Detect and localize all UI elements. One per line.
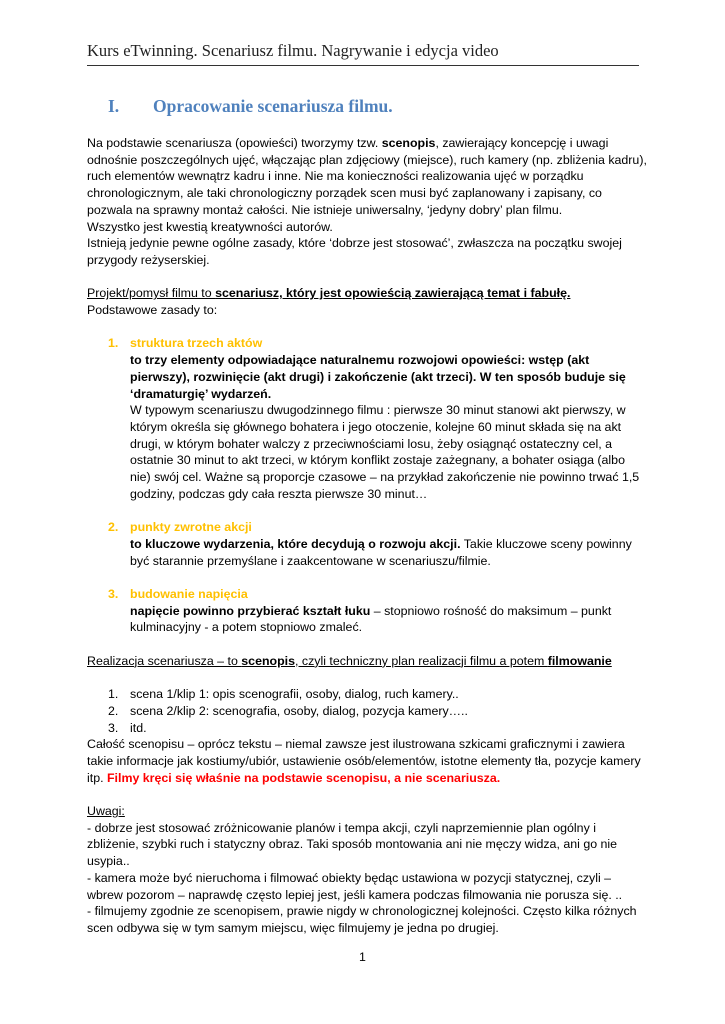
principle-title: struktura trzech aktów	[130, 336, 263, 351]
intro-text: Na podstawie scenariusza (opowieści) tworzymy tzw.	[87, 136, 382, 150]
principle-number: 2.	[108, 520, 119, 535]
principle-title: punkty zwrotne akcji	[130, 520, 252, 535]
project-text: Projekt/pomysł filmu to	[87, 286, 216, 301]
realization-line	[87, 653, 647, 670]
realization-term-2: filmowanie	[547, 653, 612, 668]
principle-text: W typowym scenariuszu dwugodzinnego filmu : pierwsze 30 minut stanowi akt pierwszy, w którym określa się głównego bohatera i jego otoczenie, kolejne 60 minut składa się na akt drugi, w którym bohater walczy z przeciwnościami losu, żeby osiągnąć ostateczny cel, a ostatnie 30 minut to akt trzeci, w którym konflikt zostaje zażegnany, a bohater osiąga (albo nie) swój cel. Ważne są proporcje czasowe – na przykład zakończenie nie powinno trwać 1,5 godziny, podczas gdy cała reszta pierwsze 30 minut…	[130, 403, 640, 501]
intro-paragraph-2: Wszystko jest kwestią kreatywności autorów.	[87, 219, 333, 234]
project-line	[87, 285, 647, 302]
principle-item	[87, 586, 647, 636]
intro-term: scenopis	[381, 136, 436, 150]
scenes-list	[87, 686, 647, 736]
scene-text: scena 1/klip 1: opis scenografii, osoby, dialog, ruch kamery..	[130, 687, 459, 702]
principle-text: – stopniowo rośność do maksimum – punkt kulminacyjny - a potem stopniowo zmaleć.	[130, 603, 612, 635]
intro-paragraph-3: Istnieją jedynie pewne ogólne zasady, które ‘dobrze jest stosować’, zwłaszcza na początku swojej przygody reżyserskiej.	[87, 236, 622, 267]
principle-body	[130, 536, 647, 569]
section-heading	[108, 96, 628, 117]
rules-label: Podstawowe zasady to:	[87, 303, 218, 318]
realization-text: Realizacja scenariusza – to	[87, 653, 242, 668]
scene-item	[87, 720, 647, 737]
principle-text: Takie kluczowe sceny powinny być starannie przemyślane i zaakcentowane w scenariuszu/filmie.	[130, 536, 632, 568]
storyboard-emphasis: Filmy kręci się właśnie na podstawie scenopisu, a nie scenariusza.	[106, 770, 501, 785]
storyboard-text: Całość scenopisu – oprócz tekstu – niemal zawsze jest ilustrowana szkicami graficznymi i zawiera takie informacje jak kostiumy/ubiór, ustawienie osób/elementów, istotne elementy tła, pozycje kamery itp.	[87, 737, 641, 785]
note-item: - dobrze jest stosować zróżnicowanie planów i tempa akcji, czyli naprzemiennie plan ogólny i zbliżenie, szybki ruch i statyczny obraz. Taki sposób montowania ani nie męczy widza, ani go nie usypia..	[87, 820, 618, 869]
scene-item	[87, 686, 647, 703]
principle-bold: napięcie powinno przybierać kształt łuku	[130, 603, 371, 618]
scene-number: 2.	[108, 703, 119, 718]
section-title: Opracowanie scenariusza filmu.	[153, 96, 393, 116]
scene-number: 1.	[108, 687, 119, 702]
principle-bold: to trzy elementy odpowiadające naturalnemu rozwojowi opowieści: wstęp (akt pierwszy), rozwinięcie (akt drugi) i zakończenie (akt trzeci). W ten sposób buduje się ‘dramaturgię’ wydarzeń.	[130, 353, 626, 401]
principles-list	[87, 335, 647, 636]
storyboard-paragraph	[87, 736, 647, 786]
principle-number: 3.	[108, 586, 119, 601]
scene-text: itd.	[130, 720, 147, 735]
document-body	[87, 135, 647, 937]
list-spacer	[87, 569, 647, 586]
section-number: I.	[108, 96, 120, 116]
principle-body	[130, 603, 647, 636]
principle-item	[87, 335, 647, 502]
principle-number: 1.	[108, 336, 119, 351]
page-number: 1	[359, 950, 366, 964]
note-item: - filmujemy zgodnie ze scenopisem, prawie nigdy w chronologicznej kolejności. Często kilka różnych scen odbywa się w tym samym miejscu, więc filmujemy je jedna po drugiej.	[87, 904, 637, 935]
project-definition: scenariusz, który jest opowieścią zawierającą temat i fabułę.	[215, 286, 571, 301]
scene-text: scena 2/klip 2: scenografia, osoby, dialog, pozycja kamery…..	[130, 703, 468, 718]
page-header: Kurs eTwinning. Scenariusz filmu. Nagrywanie i edycja video	[87, 41, 639, 66]
scene-item	[87, 703, 647, 720]
principle-title: budowanie napięcia	[130, 586, 248, 601]
note-item: - kamera może być nieruchoma i filmować obiekty będąc ustawiona w pozycji statycznej, czyli – wbrew pozorom – naprawdę często lepiej jest, jeśli kamera podczas filmowania nie porusza się. ..	[87, 870, 623, 902]
intro-paragraph	[87, 135, 647, 219]
scene-number: 3.	[108, 720, 119, 735]
list-spacer	[87, 502, 647, 519]
principle-bold: to kluczowe wydarzenia, które decydują o rozwoju akcji.	[130, 536, 461, 551]
notes-title: Uwagi:	[87, 804, 125, 819]
intro-text-cont: , zawierający koncepcję i uwagi odnośnie poszczególnych ujęć, włączając plan zdjęciowy (miejsce), ruch kamery (np. zbliżenia kadru), ruch elementów wewnątrz kadru i inne. Nie ma konieczności realizowania ujęć w porządku chronologicznym, ale taki chronologiczny porządek scen musi być zaplanowany i zapisany, co pozwala na sprawny montaż całości. Nie istnieje uniwersalny, ‘jedyny dobry’ plan filmu.	[87, 136, 647, 217]
realization-text-cont: , czyli techniczny plan realizacji filmu a potem	[295, 653, 548, 668]
realization-term: scenopis	[241, 653, 295, 668]
principle-item	[87, 519, 647, 569]
